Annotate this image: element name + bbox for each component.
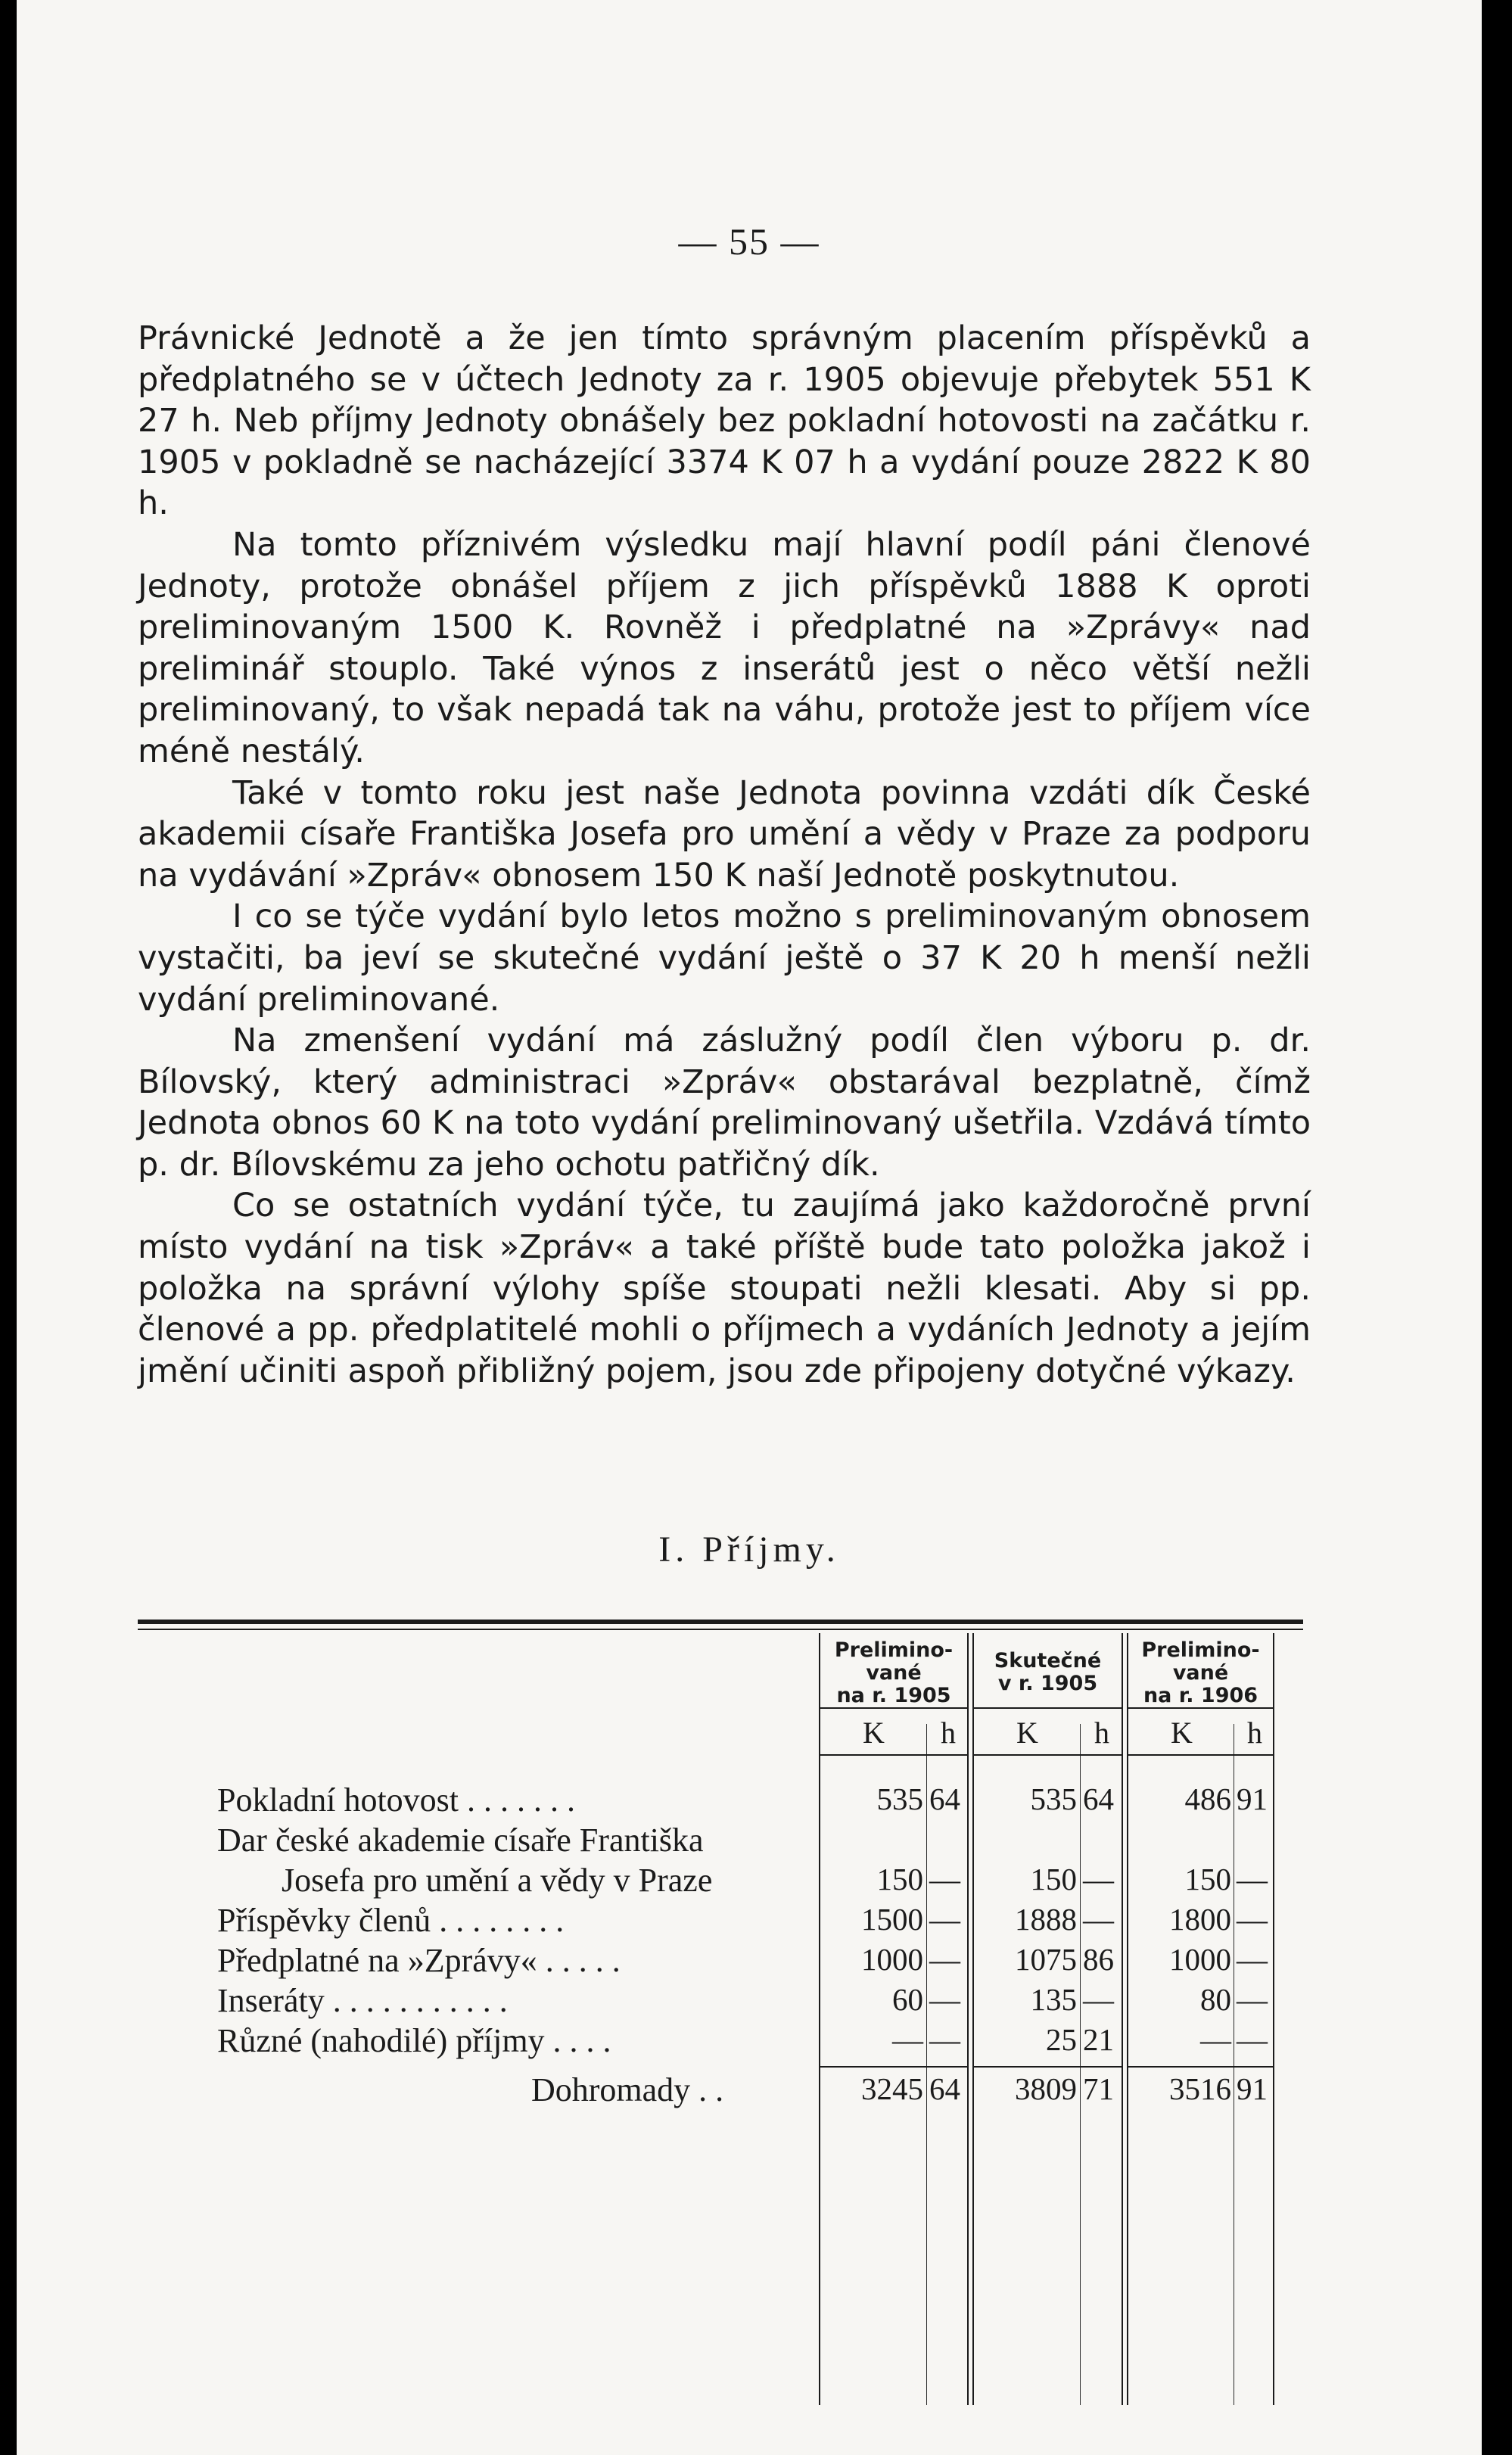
cell-k: 1888 [1015,1902,1077,1937]
paragraph: Také v tomto roku jest naše Jednota povinna vzdáti dík České akademii císaře Františka Josefa pro umění a vědy v Praze za podporu na vydávání »Zpráv« obnosem 150 K naší Jednotě poskytnutou. [138,773,1311,895]
table-top-rule-thin [138,1629,1303,1630]
column-divider [1273,1633,1274,2405]
cell-k: 135 [1030,1982,1077,2017]
cell-h: 86 [1083,1942,1114,1977]
row-label: Dar české akademie císaře Františka [217,1822,704,1859]
cell-k: — [1200,2022,1231,2057]
cell-h: — [1237,1862,1268,1896]
column-header: Skutečné v r. 1905 [994,1649,1102,1695]
paragraph: Co se ostatních vydání týče, tu zaujímá jako každoročně první místo vydání na tisk »Zpráv« a také příště bude tato položka jakož i položka na správní výlohy spíše stoupati nežli klesati. Aby si pp. členové a pp. předplatitelé mohli o příjmech a vydáních Jednoty a jejím jmění učiniti aspoň přibližný pojem, jsou zde připojeny dotyčné výkazy. [138,1187,1311,1390]
row-label: Různé (nahodilé) příjmy . . . . [217,2022,611,2059]
cell-h: — [929,2022,960,2057]
cell-k: 1000 [1169,1942,1231,1977]
document-page [17,0,1482,2455]
column-divider [967,1633,969,2405]
paragraph: Na tomto příznivém výsledku mají hlavní podíl páni členové Jednoty, protože obnášel příjem z jich příspěvků 1888 K oproti preliminovaným 1500 K. Rovněž i předplatné na »Zprávy« nad preliminář stouplo. Také výnos z inserátů jest o něco větší nežli preliminovaný, to však nepadá tak na váhu, protože jest to příjem více méně nestálý. [138,525,1311,770]
cell-k: 150 [1030,1862,1077,1896]
cell-k: 1500 [861,1902,923,1937]
page-number: — 55 — [678,220,820,263]
cell-k: 1075 [1015,1942,1077,1977]
paragraph: I co se týče vydání bylo letos možno s preliminovaným obnosem vystačiti, ba jeví se skutečné vydání ještě o 37 K 20 h menší nežli vydání preliminované. [138,898,1311,1019]
total-rule [1128,2066,1273,2068]
cell-h: — [929,1862,960,1896]
cell-h: 64 [929,1781,960,1816]
cell-h: — [1083,1982,1114,2017]
cell-k: 486 [1184,1781,1231,1816]
cell-h: 91 [1237,1781,1268,1816]
unit-h: h [941,1716,956,1750]
cell-h: — [1237,1902,1268,1937]
unit-k: K [1016,1716,1038,1750]
total-rule [820,2066,967,2068]
cell-h: 21 [1083,2022,1114,2057]
column-divider [819,1633,820,2405]
row-label: Inseráty . . . . . . . . . . . [217,1982,508,2019]
k-h-divider [926,1724,927,2405]
header-rule [1128,1707,1273,1709]
income-table [138,1633,1303,2405]
cell-k: 80 [1200,1982,1231,2017]
cell-h: 91 [1237,2071,1268,2106]
section-heading: I. Příjmy. [658,1529,840,1570]
header-rule [820,1754,967,1756]
column-header: Prelimino- vané na r. 1905 [834,1638,954,1707]
unit-h: h [1094,1716,1109,1750]
scan-border [1482,0,1512,2455]
cell-k: 150 [1184,1862,1231,1896]
column-divider [1122,1633,1123,2405]
cell-k: 3516 [1169,2071,1231,2106]
row-label: Josefa pro umění a vědy v Praze [282,1862,713,1899]
cell-k: 535 [876,1781,923,1816]
row-label: Předplatné na »Zprávy« . . . . . [217,1942,621,1979]
row-label: Příspěvky členů . . . . . . . . [217,1902,565,1939]
table-top-rule [138,1620,1303,1624]
unit-k: K [1171,1716,1193,1750]
header-rule [974,1754,1122,1756]
cell-k: 25 [1046,2022,1077,2057]
total-label: Dohromady . . [531,2071,724,2108]
cell-h: — [1237,1982,1268,2017]
cell-h: — [929,1942,960,1977]
paragraph: Právnické Jednotě a že jen tímto správným placením příspěvků a předplatného se v účtech Jednoty za r. 1905 objevuje přebytek 551 K 27 h. Neb příjmy Jednoty obnášely bez pokladní hotovosti na začátku r. 1905 v pokladně se nacházející 3374 K 07 h a vydání pouze 2822 K 80 h. [138,319,1311,523]
cell-k: 535 [1030,1781,1077,1816]
cell-k: 3245 [861,2071,923,2106]
header-rule [820,1707,967,1709]
cell-h: — [929,1982,960,2017]
cell-h: — [1237,1942,1268,1977]
cell-k: 60 [892,1982,923,2017]
header-rule [974,1707,1122,1709]
cell-k: 150 [876,1862,923,1896]
k-h-divider [1080,1724,1081,2405]
unit-k: K [863,1716,885,1750]
cell-h: 64 [1083,1781,1114,1816]
column-divider [1127,1633,1128,2405]
row-label: Pokladní hotovost . . . . . . . [217,1781,576,1819]
cell-h: — [1083,1902,1114,1937]
cell-h: — [1237,2022,1268,2057]
cell-k: 3809 [1015,2071,1077,2106]
cell-k: — [892,2022,923,2057]
column-divider [972,1633,974,2405]
cell-h: — [1083,1862,1114,1896]
paragraph: Na zmenšení vydání má záslužný podíl člen výboru p. dr. Bílovský, který administraci »Zpráv« obstarával bezplatně, čímž Jednota obnos 60 K na toto vydání preliminovaný ušetřila. Vzdává tímto p. dr. Bílovskému za jeho ochotu patřičný dík. [138,1022,1311,1184]
cell-h: — [929,1902,960,1937]
total-rule [974,2066,1122,2068]
cell-h: 64 [929,2071,960,2106]
cell-k: 1000 [861,1942,923,1977]
cell-h: 71 [1083,2071,1114,2106]
header-rule [1128,1754,1273,1756]
body-text [138,318,1311,1392]
unit-h: h [1247,1716,1262,1750]
cell-k: 1800 [1169,1902,1231,1937]
column-header: Prelimino- vané na r. 1906 [1141,1638,1260,1707]
